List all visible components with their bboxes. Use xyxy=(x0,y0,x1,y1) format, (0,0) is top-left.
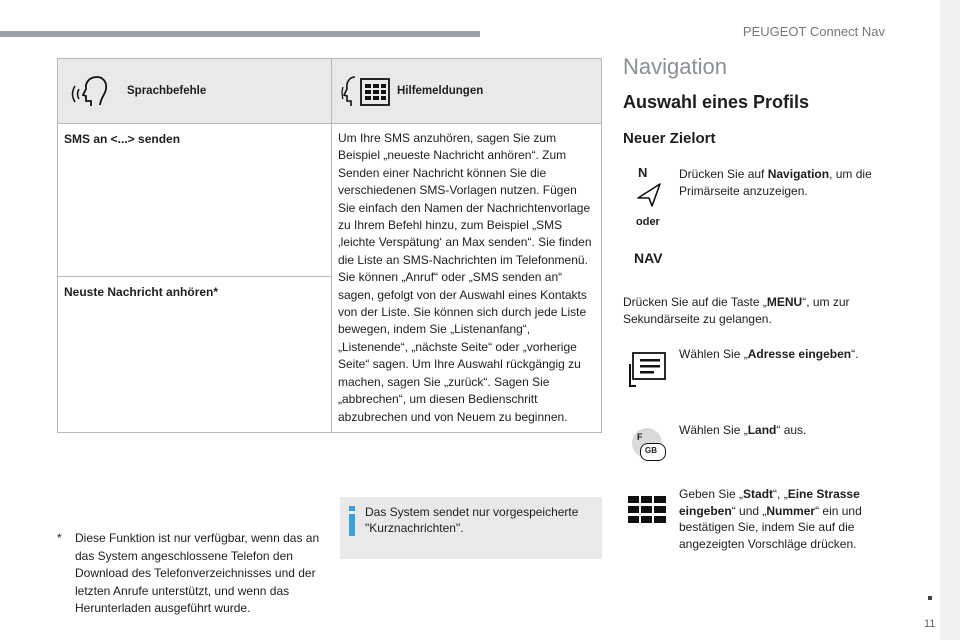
section-title: Navigation xyxy=(623,54,727,79)
continue-marker xyxy=(928,596,932,600)
top-rule xyxy=(0,31,480,37)
nav-key-label: NAV xyxy=(634,250,663,266)
footnote xyxy=(57,530,327,618)
command-read-latest: Neuste Nachricht anhören* xyxy=(58,277,332,432)
header-title: PEUGEOT Connect Nav xyxy=(742,24,885,39)
info-text: Das System sendet nur vorgespeicherte "Kurznachrichten". xyxy=(365,505,579,535)
command-sms-send: SMS an <...> senden xyxy=(58,124,332,277)
footnote-text: Diese Funktion ist nur verfügbar, wenn das an das System angeschlossene Telefon den Download des Telefonverzeichnisses und der letzten Anrufe unterstützt, und wenn das Herunterladen ausgeführt wurde. xyxy=(75,531,320,615)
step-navigation: Drücken Sie auf Navigation, um die Primärseite anzuzeigen. xyxy=(679,167,872,198)
header-cell-help xyxy=(332,59,602,124)
badge-f-label: F xyxy=(637,432,643,442)
header-label-help: Hilfemeldungen xyxy=(397,85,484,97)
step-country: Wählen Sie „Land“ aus. xyxy=(679,423,807,437)
table-row xyxy=(58,124,602,277)
step-menu: Drücken Sie auf die Taste „MENU“, um zur Sekundärseite zu gelangen. xyxy=(623,295,850,326)
address-entry-icon xyxy=(628,350,668,388)
keyboard-grid-icon xyxy=(628,496,666,526)
help-message: Um Ihre SMS anzuhören, sagen Sie zum Beispiel „neueste Nachricht anhören“. Zum Senden einer Nachricht können Sie die verschiedenen SMS-Vorlagen nutzen. Fügen Sie einfach den Namen der Nachrichtenvorlage zu Ihrem Befehl hinzu, zum Beispiel „SMS ‚leichte Verspätung‘ an Max senden“. Sie finden die Liste an SMS-Nachrichten im Telefonmenü. Sie können „Anruf“ oder „SMS senden an“ sagen, gefolgt von der Auswahl eines Kontakts von der Liste. Sie können sich durch jede Liste bewegen, indem Sie „Listenanfang“, „Listenende“, „nächste Seite“ oder „vorherige Seite“ sagen. Um Ihre Auswahl rückgängig zu machen, sagen Sie „zurück“. Sagen Sie „abbrechen“, um diesen Bedienschritt abzubrechen und von Neuem zu beginnen. xyxy=(332,124,602,433)
heading-profile: Auswahl eines Profils xyxy=(623,92,810,112)
speaking-head-icon xyxy=(67,71,119,111)
voice-command-table xyxy=(57,58,602,433)
info-icon xyxy=(348,506,356,536)
table-header-row xyxy=(58,59,602,124)
or-label: oder xyxy=(636,216,660,228)
country-badge-icon xyxy=(626,426,666,466)
heading-new-destination: Neuer Zielort xyxy=(623,130,716,147)
badge-gb-label: GB xyxy=(645,446,657,455)
info-box xyxy=(340,497,602,559)
footnote-marker: * xyxy=(57,531,62,545)
header-label-commands: Sprachbefehle xyxy=(127,85,207,97)
navigation-arrow-icon xyxy=(634,180,664,208)
header-cell-commands xyxy=(58,59,332,124)
speaking-head-screen-icon xyxy=(341,71,393,111)
step-enter-details: Geben Sie „Stadt“, „Eine Strasse eingeben“ und „Nummer“ ein und bestätigen Sie, indem Sie auf die angezeigten Vorschläge drücken. xyxy=(679,487,862,551)
side-strip xyxy=(940,0,960,640)
page-number: 11 xyxy=(924,618,936,630)
step-enter-address: Wählen Sie „Adresse eingeben“. xyxy=(679,347,859,361)
north-label: N xyxy=(638,165,648,180)
